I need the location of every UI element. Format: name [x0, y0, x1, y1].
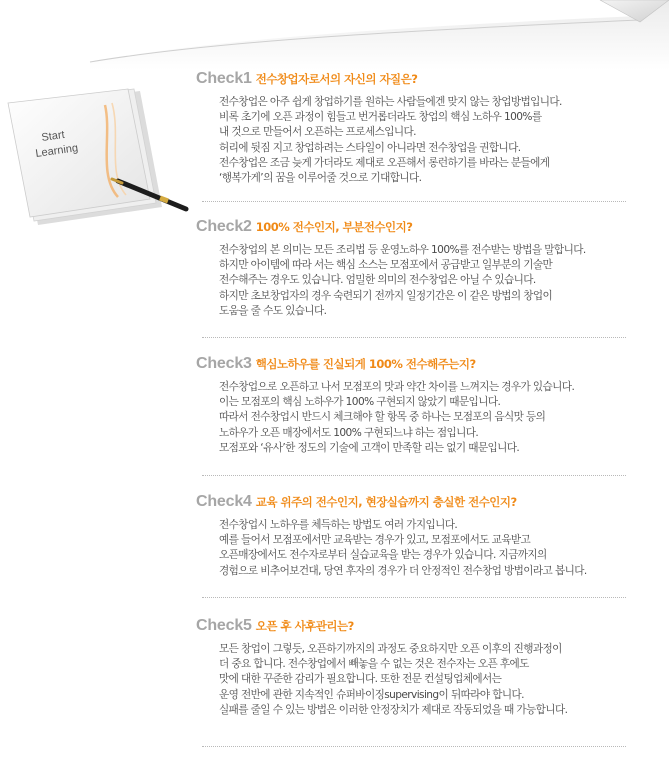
- check-body: [219, 95, 666, 186]
- check-label: Check5: [196, 617, 252, 634]
- section-divider: [202, 746, 626, 747]
- body-line: 실패를 줄일 수 있는 방법은 이러한 안정장치가 제대로 작동되었을 때 가능합니다.: [219, 703, 568, 716]
- body-line: 예를 들어서 모점포에서만 교육받는 경우가 있고, 모점포에서도 교육받고: [219, 534, 531, 547]
- check-heading: [196, 218, 666, 238]
- body-line: 전수창업의 본 의미는 모든 조리법 등 운영노하우 100%를 전수받는 방법을 말합니다.: [219, 244, 586, 256]
- check-section-2: [196, 218, 666, 319]
- body-line: 전수창업으로 오픈하고 나서 모점포의 맛과 약간 차이를 느껴지는 경우가 있습니다.: [219, 381, 575, 393]
- body-line: 허리에 뒷짐 지고 창업하려는 스타일이 아니라면 전수창업을 권합니다.: [219, 141, 521, 154]
- body-line: 따라서 전수창업시 반드시 체크해야 할 항목 중 하나는 모점포의 음식맛 등의: [219, 411, 546, 424]
- check-title: 핵심노하우를 진실되게 100% 전수해주는지?: [255, 357, 476, 371]
- check-body: [219, 243, 666, 319]
- check-label: Check3: [196, 355, 252, 372]
- check-section-1: [196, 70, 666, 186]
- body-line: 모든 창업이 그렇듯, 오픈하기까지의 과정도 중요하지만 오픈 이후의 진행과정이: [219, 643, 562, 655]
- body-line: 하지만 아이템에 따라 서는 핵심 소스는 모점포에서 공급받고 일부분의 기술만: [219, 259, 553, 272]
- body-line: 맛에 대한 꾸준한 감리가 필요합니다. 또한 전문 컨설팅업체에서는: [219, 673, 502, 686]
- section-divider: [202, 337, 626, 338]
- body-line: 전수창업시 노하우를 체득하는 방법도 여러 가지입니다.: [219, 519, 458, 531]
- body-line: ‘행복가게’의 꿈을 이루어줄 것으로 기대합니다.: [219, 172, 422, 185]
- body-line: 비록 초기에 오픈 과정이 힘들고 번거롭더라도 창업의 핵심 노하우 100%를: [219, 111, 542, 124]
- check-heading: [196, 617, 666, 637]
- notebook-label-line2: Learning: [34, 142, 79, 160]
- body-line: 경험으로 비추어보건대, 당연 후자의 경우가 더 안정적인 전수창업 방법이라고 봅니다.: [219, 564, 587, 577]
- check-title: 오픈 후 사후관리는?: [255, 619, 354, 633]
- check-heading: [196, 493, 666, 513]
- check-section-3: [196, 355, 666, 456]
- check-title: 100% 전수인지, 부분전수인지?: [255, 220, 413, 234]
- check-label: Check4: [196, 493, 252, 510]
- check-section-4: [196, 493, 666, 579]
- body-line: 전수창업은 아주 쉽게 창업하기를 원하는 사람들에겐 맞지 않는 창업방법입니다.: [219, 96, 562, 108]
- body-line: 노하우가 오픈 매장에서도 100% 구현되느냐 하는 점입니다.: [219, 426, 479, 439]
- body-line: 더 중요 합니다. 전수창업에서 빼놓을 수 없는 것은 전수자는 오픈 후에도: [219, 658, 529, 671]
- page-curl-decoration: [0, 0, 669, 70]
- body-line: 모점포와 ‘유사’한 정도의 기술에 고객이 만족할 리는 없기 때문입니다.: [219, 441, 520, 454]
- check-body: [219, 642, 666, 718]
- body-line: 이는 모점포의 핵심 노하우가 100% 구현되지 않았기 때문입니다.: [219, 396, 501, 409]
- check-body: [219, 518, 666, 579]
- body-line: 하지만 초보창업자의 경우 숙련되기 전까지 일정기간은 이 같은 방법의 창업이: [219, 289, 553, 302]
- check-label: Check1: [196, 70, 252, 87]
- check-title: 교육 위주의 전수인지, 현장실습까지 충실한 전수인지?: [255, 495, 517, 509]
- check-heading: [196, 70, 666, 90]
- check-label: Check2: [196, 218, 252, 235]
- check-heading: [196, 355, 666, 375]
- section-divider: [202, 201, 626, 202]
- section-divider: [202, 475, 626, 476]
- body-line: 전수해주는 경우도 있습니다. 엄밀한 의미의 전수창업은 아닐 수 있습니다.: [219, 274, 536, 287]
- notebook-pen-illustration: [0, 85, 190, 235]
- body-line: 전수창업은 조금 늦게 가더라도 제대로 오픈해서 롱런하기를 바라는 분들에게: [219, 156, 550, 169]
- body-line: 도움을 줄 수도 있습니다.: [219, 304, 327, 317]
- check-body: [219, 380, 666, 456]
- notebook-label-line1: Start: [40, 128, 66, 144]
- check-title: 전수창업자로서의 자신의 자질은?: [255, 72, 418, 86]
- body-line: 운영 전반에 관한 지속적인 슈퍼바이징supervising이 뒤따라야 합니다.: [219, 688, 524, 701]
- body-line: 오픈매장에서도 전수자로부터 실습교육을 받는 경우가 있습니다. 지금까지의: [219, 549, 547, 562]
- check-section-5: [196, 617, 666, 718]
- section-divider: [202, 597, 626, 598]
- body-line: 내 것으로 만들어서 오픈하는 프로세스입니다.: [219, 126, 416, 139]
